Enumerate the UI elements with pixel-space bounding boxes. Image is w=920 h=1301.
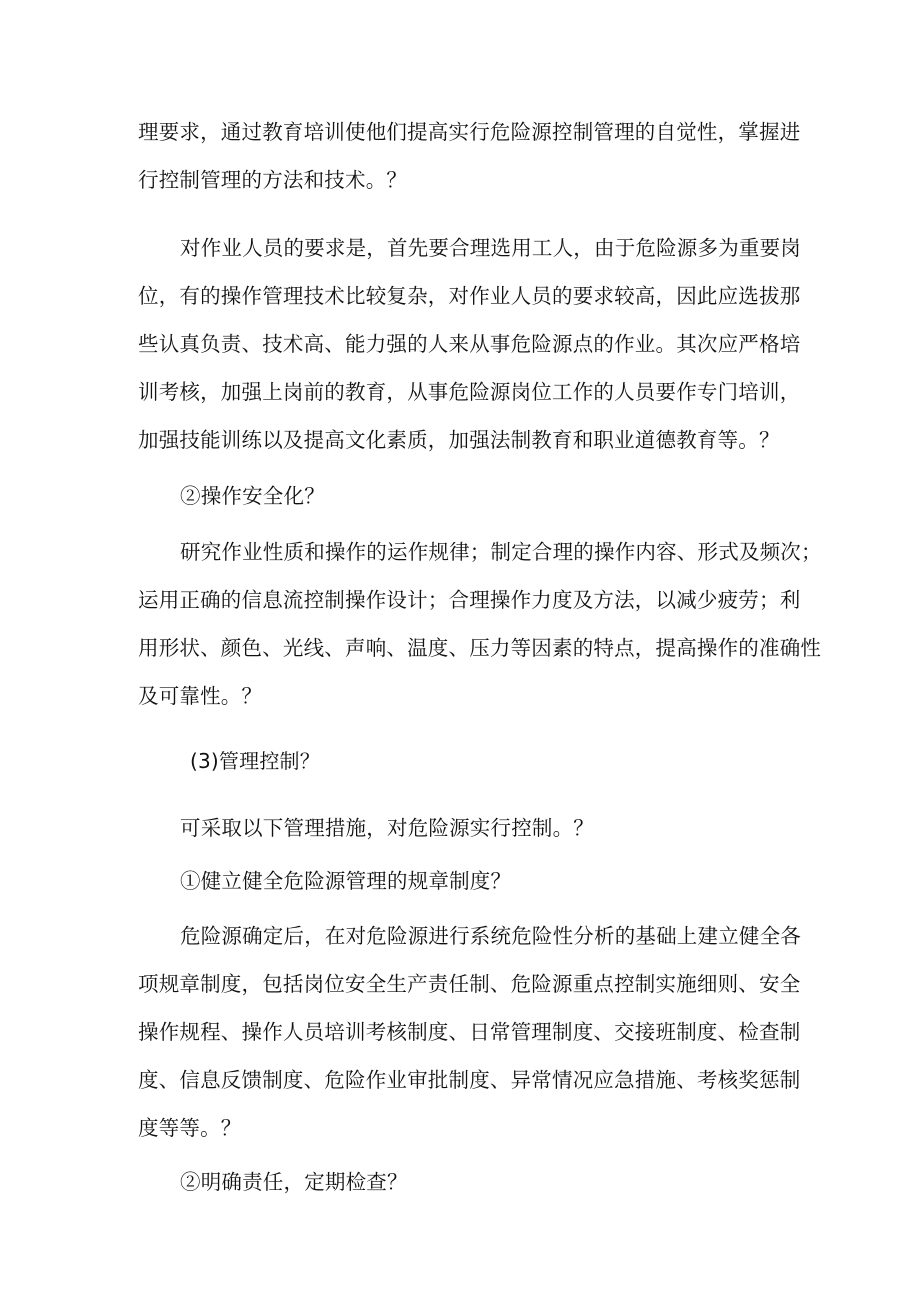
paragraph-start-line: 研究作业性质和操作的运作规律；制定合理的操作内容、形式及频次； bbox=[180, 540, 822, 564]
section-heading: ②操作安全化？ bbox=[180, 484, 325, 508]
text-line: 训考核，加强上岗前的教育，从事危险源岗位工作的人员要作专门培训， bbox=[138, 380, 801, 404]
text-line: 加强技能训练以及提高文化素质，加强法制教育和职业道德教育等。？ bbox=[138, 428, 780, 452]
paragraph-line: 可采取以下管理措施，对危险源实行控制。？ bbox=[180, 816, 594, 840]
text-line: 位，有的操作管理技术比较复杂，对作业人员的要求较高，因此应选拔那 bbox=[138, 284, 801, 308]
text-line: 操作规程、操作人员培训考核制度、日常管理制度、交接班制度、检查制 bbox=[138, 1020, 801, 1044]
text-line: 运用正确的信息流控制操作设计；合理操作力度及方法，以减少疲劳；利 bbox=[138, 588, 801, 612]
text-line: 度等等。？ bbox=[138, 1116, 242, 1140]
section-heading: ①健立健全危险源管理的规章制度？ bbox=[180, 869, 512, 893]
text-line: 项规章制度，包括岗位安全生产责任制、危险源重点控制实施细则、安全 bbox=[138, 972, 801, 996]
text-line: 及可靠性。？ bbox=[138, 684, 263, 708]
text-line: 理要求，通过教育培训使他们提高实行危险源控制管理的自觉性，掌握进 bbox=[138, 120, 801, 144]
section-heading: ②明确责任，定期检查？ bbox=[180, 1170, 408, 1194]
text-line: 行控制管理的方法和技术。？ bbox=[138, 168, 408, 192]
text-line: 用形状、颜色、光线、声响、温度、压力等因素的特点，提高操作的准确性 bbox=[138, 636, 822, 660]
text-line: 度、信息反馈制度、危险作业审批制度、异常情况应急措施、考核奖惩制 bbox=[138, 1068, 801, 1092]
section-heading: (3)管理控制？ bbox=[190, 749, 320, 773]
text-line: 些认真负责、技术高、能力强的人来从事危险源点的作业。其次应严格培 bbox=[138, 332, 801, 356]
paragraph-start-line: 对作业人员的要求是，首先要合理选用工人，由于危险源多为重要岗 bbox=[180, 236, 801, 260]
paragraph-start-line: 危险源确定后，在对危险源进行系统危险性分析的基础上建立健全各 bbox=[180, 924, 801, 948]
